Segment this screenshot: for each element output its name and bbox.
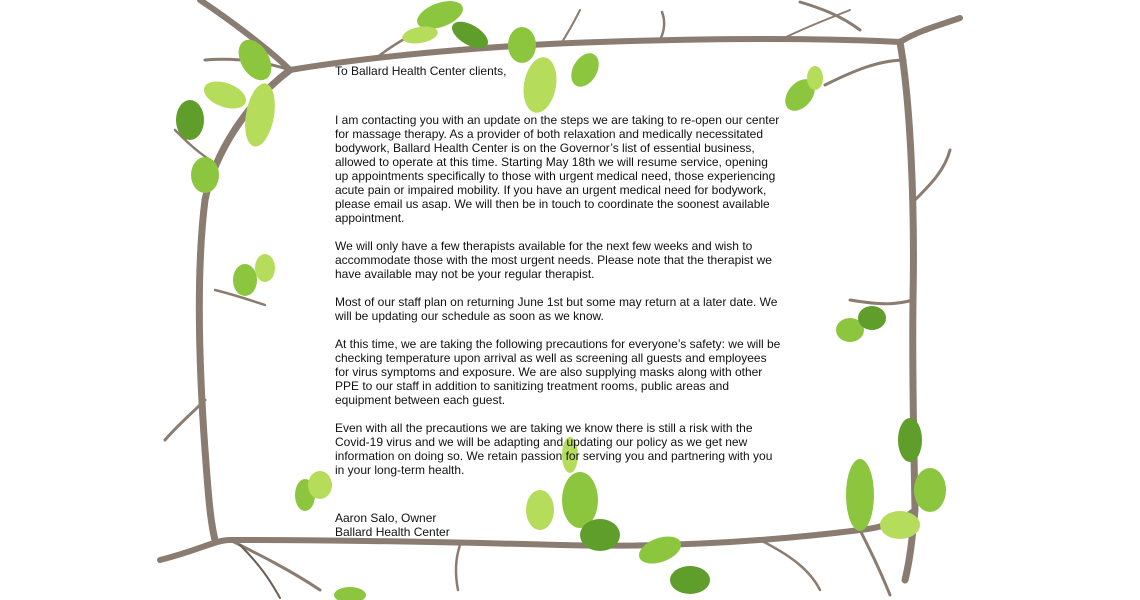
leaf bbox=[255, 254, 275, 282]
leaf bbox=[191, 157, 219, 193]
letter-paragraph: We will only have a few therapists available for the next few weeks and wish to accommodate those with the most urgent needs. Please note that the therapist we have available may not be your regular therapist. bbox=[335, 239, 772, 281]
leaf bbox=[233, 264, 257, 296]
leaf bbox=[807, 66, 823, 90]
leaf bbox=[241, 81, 280, 149]
letter-greeting: To Ballard Health Center clients, bbox=[335, 64, 507, 78]
leaf bbox=[308, 471, 332, 499]
leaf bbox=[846, 459, 874, 531]
leaf bbox=[858, 306, 886, 330]
right-branch bbox=[900, 42, 915, 580]
leaf bbox=[334, 587, 366, 600]
signature-organization: Ballard Health Center bbox=[335, 525, 450, 539]
left-branch bbox=[199, 70, 290, 540]
letter-paragraph: At this time, we are taking the following precautions for everyone’s safety: we will be checking temperature upon arrival as well as screening all guests and employees for virus symptoms and exposure. We are also supplying masks along with other PPE to our staff in addition to sanitizing treatment rooms, public areas and equipment between each guest. bbox=[335, 337, 781, 407]
letter-paragraph: Even with all the precautions we are taking we know there is still a risk with the Covid-19 virus and we will be adapting and updating our policy as we get new information on doing so. We retain passion for serving you and partnering with you in your long-term health. bbox=[335, 421, 773, 477]
signature-name: Aaron Salo, Owner bbox=[335, 511, 437, 525]
leaf bbox=[914, 468, 946, 512]
leaf bbox=[898, 418, 922, 462]
leaf bbox=[670, 566, 710, 594]
leaf bbox=[508, 27, 536, 63]
letter-paragraph: I am contacting you with an update on the steps we are taking to re-open our center for massage therapy. As a provider of both relaxation and medically necessitated bodywork, Ballard Health Center is on the Governor’s list of essential business, allowed to operate at this time. Starting May 18th we will resume service, opening up appointments specifically to those with urgent medical need, those experiencing acute pain or impaired mobility. If you have an urgent medical need for bodywork, please email us asap. We will then be in touch to coordinate the soonest available appointment. bbox=[335, 113, 780, 225]
leaf bbox=[176, 100, 204, 140]
signature-block bbox=[335, 511, 783, 539]
leaf bbox=[880, 511, 920, 539]
letter-paragraph: Most of our staff plan on returning June 1st but some may return at a later date. We will be updating our schedule as soon as we know. bbox=[335, 295, 778, 323]
letter-body bbox=[335, 64, 783, 539]
leaf bbox=[200, 76, 250, 114]
